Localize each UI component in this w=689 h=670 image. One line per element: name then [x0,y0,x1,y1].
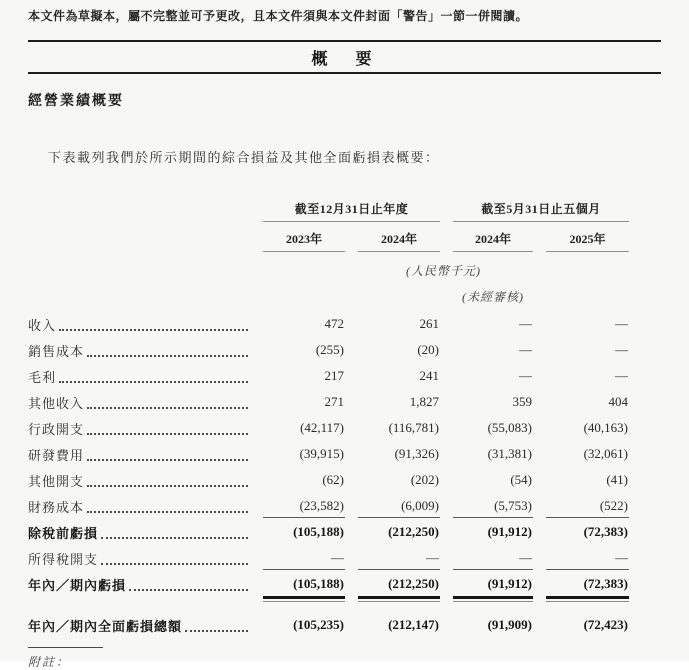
row-label: 除稅前虧損 [28,525,99,541]
double-rule-row [28,596,661,604]
row-label-cell [28,315,250,334]
cell-value: — [519,316,532,331]
row-label: 行政開支 [28,421,85,437]
dot-leader [185,630,248,632]
spacer-cell [28,230,250,252]
table-row [28,363,661,389]
spacer-cell [546,288,629,305]
cell-value: (42,117) [300,420,344,435]
dot-leader [87,433,248,435]
cell-value: (20) [417,342,439,357]
draft-disclaimer: 本文件為草擬本，屬不完整並可予更改，且本文件須與本文件封面「警告」一節一併閱讀。 [28,9,529,23]
col-header-2024-5m: 2024年 [453,230,533,252]
cell-value: — [519,342,532,357]
row-label-cell [28,367,250,386]
dot-leader [101,563,248,565]
unit-note-row [28,262,661,279]
spacer-cell [28,288,250,305]
cell-value: (116,781) [388,420,439,435]
cell-value: 241 [419,368,439,383]
table-row [28,415,661,441]
row-label: 年內／期內全面虧損總額 [28,618,183,634]
row-label-cell [28,575,250,594]
row-label-cell [28,445,250,464]
table-row [28,311,661,337]
cell-value: — [519,368,532,383]
table-year-header-row [28,230,661,252]
cell-value: (23,582) [263,498,345,518]
dot-leader [87,485,248,487]
col-group-five-months: 截至5月31日止五個月 [453,200,629,222]
row-label: 財務成本 [28,499,85,515]
col-header-2023: 2023年 [263,230,345,252]
section-heading-operating-results: 經營業績概要 [28,94,124,109]
cell-value: 217 [324,368,344,383]
cell-value: (91,912) [487,576,532,591]
row-label-cell [28,523,250,542]
cell-value: 1,827 [409,394,439,409]
cell-value: (32,061) [583,446,628,461]
cell-value: (105,188) [293,524,344,539]
cell-value: (212,250) [388,576,439,591]
col-group-annual: 截至12月31日止年度 [263,200,440,222]
cell-value: (39,915) [299,446,344,461]
cell-value: 404 [608,394,628,409]
cell-value: (40,163) [583,420,628,435]
cell-value: (255) [315,342,344,357]
row-label-cell [28,419,250,438]
cell-value: — [453,550,533,570]
summary-banner [28,40,661,74]
cell-value: — [546,550,629,570]
dot-leader [87,355,248,357]
table-row [28,337,661,363]
cell-value: (91,912) [487,524,532,539]
table-row [28,519,661,545]
table-row [28,545,661,571]
table-group-header-row [28,200,661,222]
row-label: 銷售成本 [28,343,85,359]
row-label: 研發費用 [28,447,85,463]
row-label-cell [28,616,250,635]
row-label-cell [28,393,250,412]
footnote-label: 附註： [28,655,71,669]
cell-value: (72,383) [583,524,628,539]
row-label-cell [28,549,250,568]
table-body [28,311,661,638]
col-header-2024: 2024年 [358,230,440,252]
cell-value: — [615,316,628,331]
cell-value: (31,381) [487,446,532,461]
cell-value: (522) [546,498,629,518]
row-label: 所得稅開支 [28,551,99,567]
row-label-cell [28,341,250,360]
dot-leader [87,459,248,461]
row-label: 其他開支 [28,473,85,489]
cell-value: (212,250) [388,524,439,539]
row-label: 其他收入 [28,395,85,411]
dot-leader [129,589,248,591]
dot-leader [59,381,248,383]
spacer-cell [263,288,345,305]
cell-value: — [263,550,345,570]
cell-value: (72,423) [583,617,628,632]
cell-value: (91,909) [487,617,532,632]
row-label: 收入 [28,317,57,333]
double-rule [546,596,629,602]
table-row [28,441,661,467]
row-label: 年內／期內虧損 [28,577,127,593]
spacer-cell [358,288,440,305]
double-rule [358,596,440,602]
table-row [28,467,661,493]
financial-table [28,200,661,638]
cell-value: (105,235) [293,617,344,632]
spacer-cell [28,200,250,222]
cell-value: (212,147) [388,617,439,632]
table-row [28,389,661,415]
table-row [28,571,661,597]
cell-value: 261 [419,316,439,331]
footnote-divider [28,647,103,648]
cell-value: 472 [324,316,344,331]
cell-value: (91,326) [394,446,439,461]
double-rule [453,596,533,602]
row-label-cell [28,497,250,516]
cell-value: (6,009) [358,498,440,518]
unaudited-note-row [28,288,661,305]
banner-title: 概 要 [311,51,378,68]
cell-value: — [358,550,440,570]
cell-value: (62) [322,472,344,487]
cell-value: (41) [606,472,628,487]
row-label-cell [28,471,250,490]
currency-unit-note: (人民幣千元) [406,264,481,278]
cell-value: (54) [510,472,532,487]
table-row [28,612,661,638]
col-header-2025-5m: 2025年 [546,230,629,252]
cell-value: (72,383) [583,576,628,591]
dot-leader [87,407,248,409]
cell-value: — [615,368,628,383]
intro-paragraph: 下表載列我們於所示期間的綜合損益及其他全面虧損表概要： [48,150,440,165]
row-label: 毛利 [28,369,57,385]
dot-leader [87,511,248,513]
cell-value: (105,188) [293,576,344,591]
dot-leader [101,537,248,539]
cell-value: — [615,342,628,357]
unaudited-note: (未經審核) [462,290,524,304]
table-row [28,493,661,519]
double-rule [263,596,345,602]
cell-value: (5,753) [453,498,533,518]
dot-leader [59,329,248,331]
cell-value: 271 [324,394,344,409]
cell-value: 359 [512,394,532,409]
cell-value: (55,083) [487,420,532,435]
cell-value: (202) [410,472,439,487]
spacer-cell [28,262,250,279]
